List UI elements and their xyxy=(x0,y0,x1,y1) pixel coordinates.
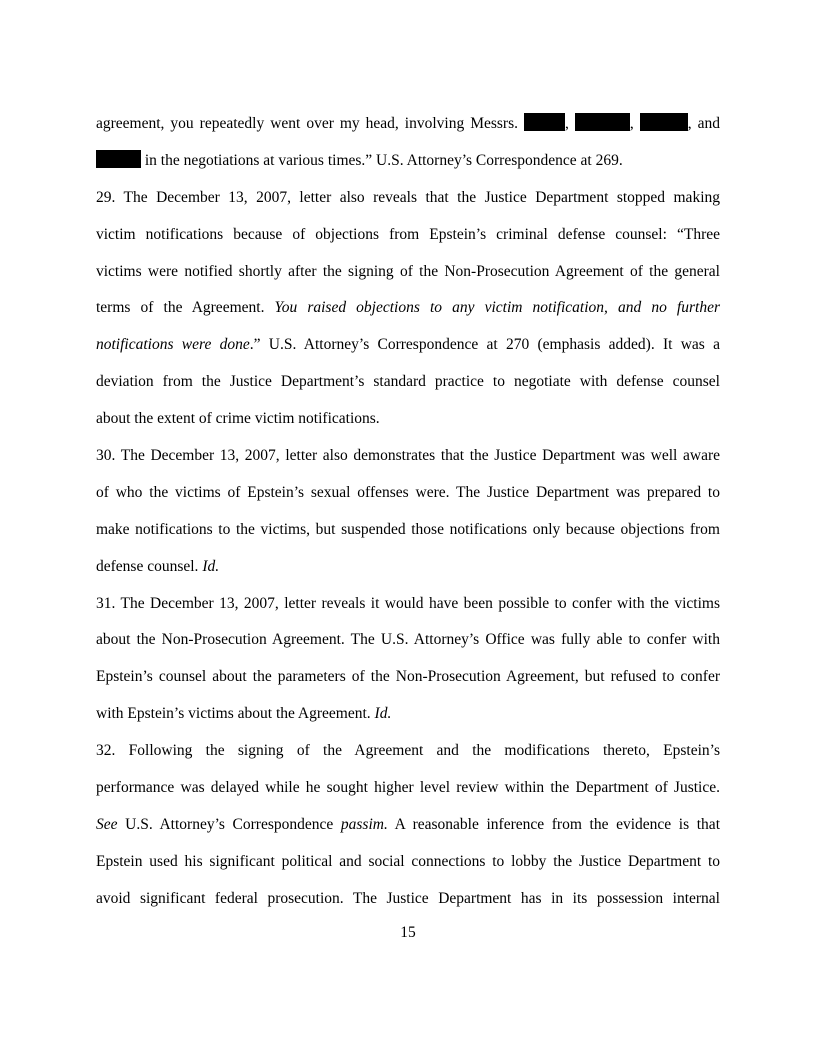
redaction-block xyxy=(575,113,630,131)
text-line-5: victims were notified shortly after the signing of the Non-Prosecution Agreement of the general xyxy=(96,262,720,280)
redaction-block xyxy=(524,113,565,131)
text-line-18: 32. Following the signing of the Agreement and the modifications thereto, Epstein’s xyxy=(96,742,720,760)
line-italic-text: You raised objections to any victim notification, and no further xyxy=(274,299,720,317)
text-line-9: about the extent of crime victim notifications. xyxy=(96,410,380,428)
text-line-17 xyxy=(96,696,720,733)
line-italic-text: Id. xyxy=(202,557,220,575)
line-text: A reasonable inference from the evidence is that xyxy=(387,815,720,833)
line-text: in the negotiations at various times.” U.S. Attorney’s Correspondence at 269. xyxy=(141,151,623,169)
text-line-4: victim notifications because of objections from Epstein’s criminal defense counsel: “Three xyxy=(96,225,720,243)
line-text: defense counsel. xyxy=(96,557,203,575)
text-line-8: deviation from the Justice Department’s standard practice to negotiate with defense counsel xyxy=(96,373,720,391)
text-line-20 xyxy=(96,807,720,844)
text-line-6 xyxy=(96,290,720,327)
text-line-2 xyxy=(96,143,720,180)
redaction-block xyxy=(96,150,141,168)
text-line-15: about the Non-Prosecution Agreement. The U.S. Attorney’s Office was fully able to confer with xyxy=(96,631,720,649)
line-text: .” U.S. Attorney’s Correspondence at 270 (emphasis added). It was a xyxy=(249,336,720,354)
line-italic-text: See xyxy=(96,815,118,833)
text-line-1 xyxy=(96,106,720,143)
line-text: U.S. Attorney’s Correspondence xyxy=(117,815,341,833)
text-line-21: Epstein used his significant political and social connections to lobby the Justice Department to xyxy=(96,852,720,870)
page-number: 15 xyxy=(400,924,416,941)
line-italic-text: passim. xyxy=(340,815,388,833)
text-line-14: 31. The December 13, 2007, letter reveals it would have been possible to confer with the victims xyxy=(96,594,720,612)
text-line-10: 30. The December 13, 2007, letter also demonstrates that the Justice Department was well aware xyxy=(96,447,720,465)
text-line-3: 29. The December 13, 2007, letter also reveals that the Justice Department stopped making xyxy=(96,188,720,206)
document-body xyxy=(96,106,720,918)
text-line-7 xyxy=(96,327,720,364)
text-line-13 xyxy=(96,549,720,586)
line-italic-text: notifications were done xyxy=(96,336,250,354)
text-line-11: of who the victims of Epstein’s sexual offenses were. The Justice Department was prepared to xyxy=(96,483,720,501)
line-separator: , xyxy=(565,115,569,132)
line-italic-text: Id. xyxy=(374,705,392,723)
line-text: terms of the Agreement. xyxy=(96,299,275,317)
text-line-12: make notifications to the victims, but suspended those notifications only because objections from xyxy=(96,520,720,538)
line-text: , and xyxy=(687,115,720,132)
line-separator: , xyxy=(629,115,634,132)
text-line-22: avoid significant federal prosecution. The Justice Department has in its possession internal xyxy=(96,889,720,907)
text-line-16: Epstein’s counsel about the parameters of the Non-Prosecution Agreement, but refused to confer xyxy=(96,668,720,686)
line-text: with Epstein’s victims about the Agreement. xyxy=(96,705,375,723)
redaction-block xyxy=(640,113,688,131)
text-line-19: performance was delayed while he sought higher level review within the Department of Justice. xyxy=(96,779,720,797)
line-text: agreement, you repeatedly went over my head, involving Messrs. xyxy=(96,115,518,132)
